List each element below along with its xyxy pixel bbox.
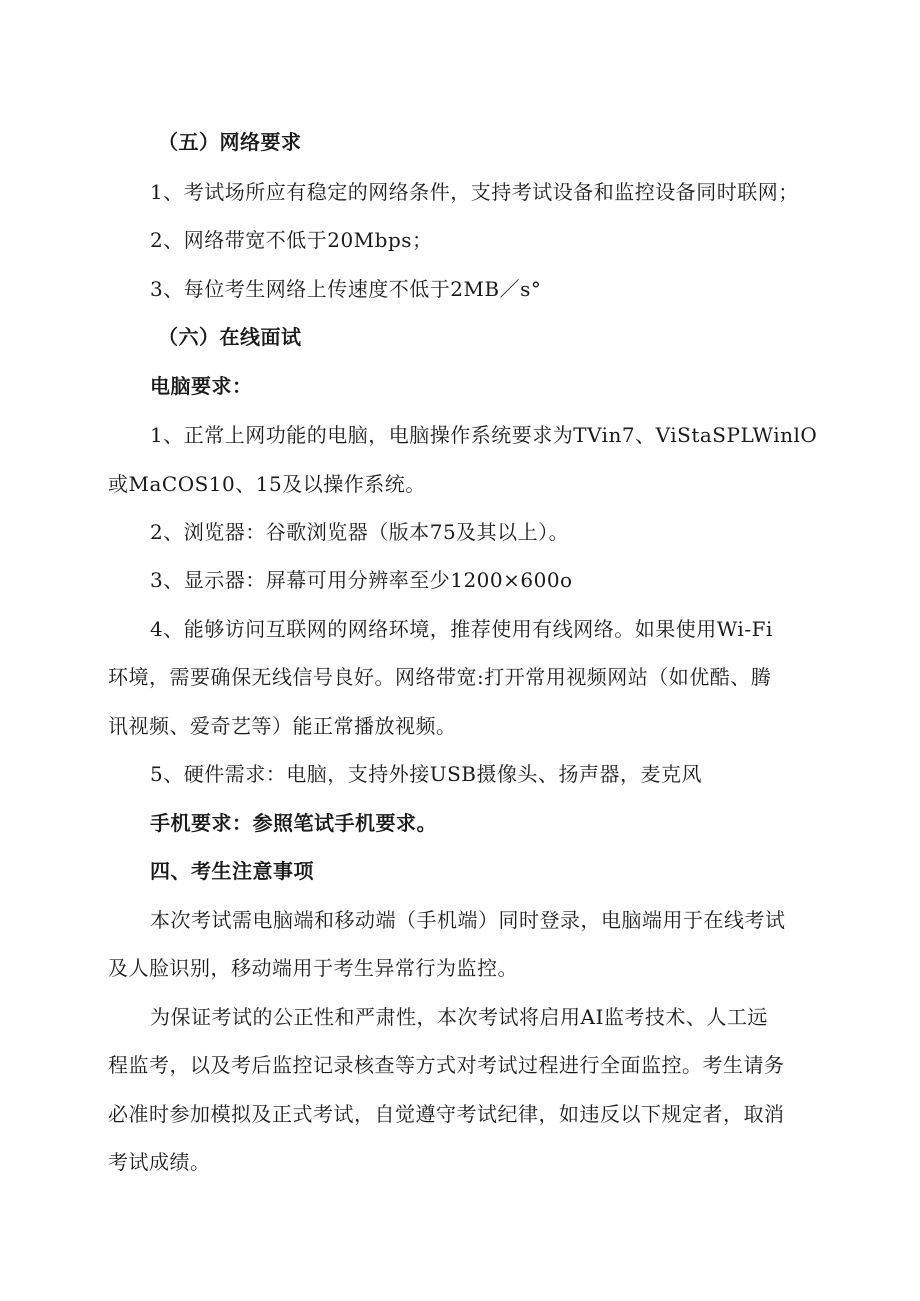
section-5-heading: （五）网络要求 [158,130,302,154]
notice-paragraph-2-line-1: 为保证考试的公正性和严肃性，本次考试将启用AI监考技术、人工远 [150,1005,768,1029]
network-item-3: 3、每位考生网络上传速度不低于2MB／s° [150,277,542,301]
computer-requirements-heading: 电脑要求： [150,374,253,398]
section-6-heading: （六）在线面试 [158,325,302,349]
computer-item-2: 2、浏览器：谷歌浏览器（版本75及其以上）。 [150,520,570,544]
phone-requirements: 手机要求：参照笔试手机要求。 [150,811,437,835]
computer-item-1-line-1: 1、正常上网功能的电脑，电脑操作系统要求为TVin7、ViStaSPLWinlO [150,423,818,447]
computer-item-4-line-3: 讯视频、爱奇艺等）能正常播放视频。 [108,714,457,738]
network-item-1: 1、考试场所应有稳定的网络条件，支持考试设备和监控设备同时联网； [150,180,799,204]
computer-item-3: 3、显示器：屏幕可用分辨率至少1200×600o [150,568,573,592]
notice-paragraph-1-line-1: 本次考试需电脑端和移动端（手机端）同时登录，电脑端用于在线考试 [150,908,786,932]
section-four-heading: 四、考生注意事项 [150,859,314,883]
notice-paragraph-2-line-3: 必准时参加模拟及正式考试，自觉遵守考试纪律，如违反以下规定者，取消 [108,1102,785,1126]
notice-paragraph-2-line-4: 考试成绩。 [108,1150,211,1174]
computer-item-1-line-2: 或MaCOS10、15及以操作系统。 [108,472,426,496]
network-item-2: 2、网络带宽不低于20Mbps； [150,228,433,252]
notice-paragraph-2-line-2: 程监考，以及考后监控记录核查等方式对考试过程进行全面监控。考生请务 [108,1053,785,1077]
notice-paragraph-1-line-2: 及人脸识别，移动端用于考生异常行为监控。 [108,956,518,980]
computer-item-5: 5、硬件需求：电脑，支持外接USB摄像头、扬声器，麦克风 [150,762,702,786]
computer-item-4-line-1: 4、能够访问互联网的网络环境，推荐使用有线网络。如果使用Wi-Fi [150,617,773,641]
computer-item-4-line-2: 环境，需要确保无线信号良好。网络带宽:打开常用视频网站（如优酷、腾 [108,665,772,689]
